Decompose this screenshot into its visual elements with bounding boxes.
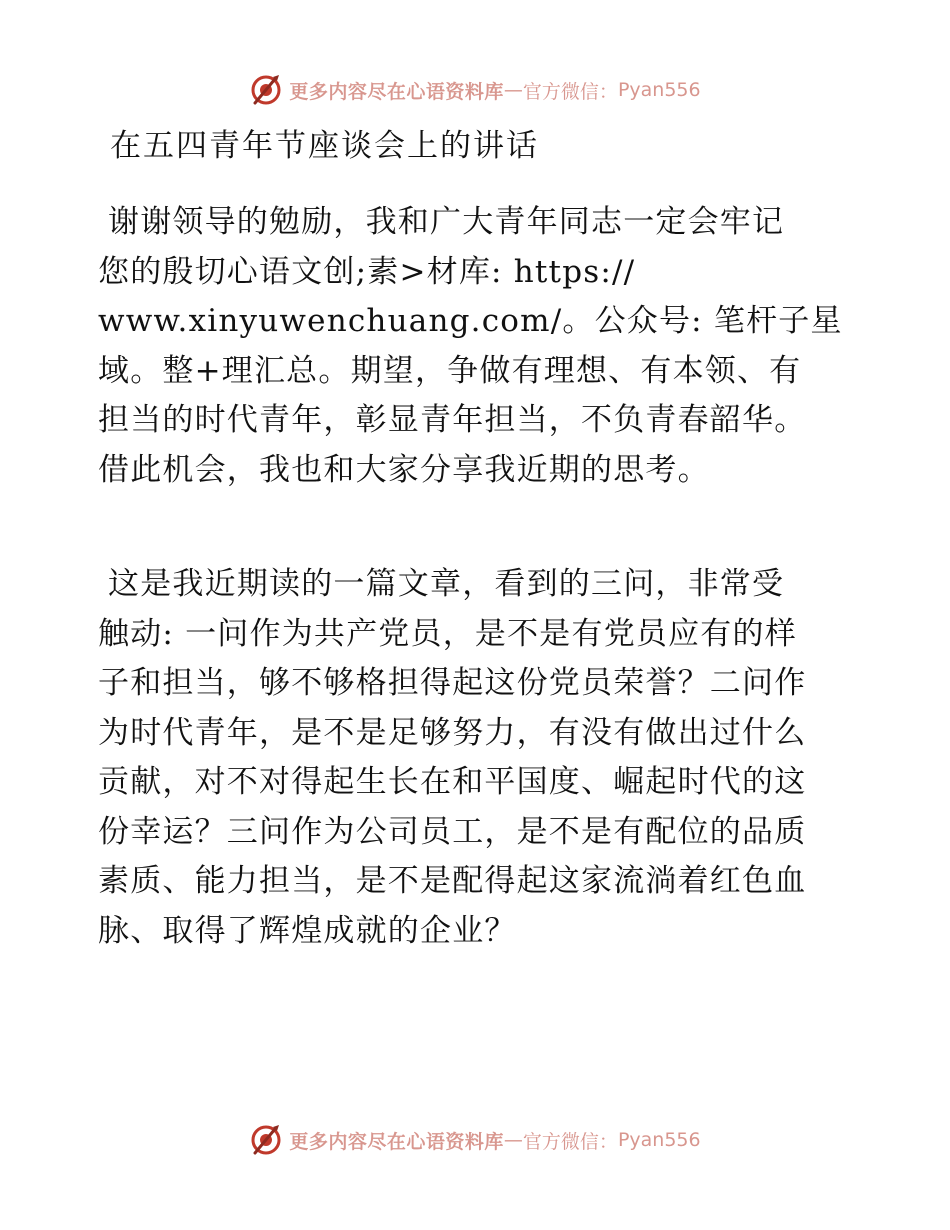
paragraph-line: 贡献，对不对得起生长在和平国度、崛起时代的这	[98, 764, 807, 800]
paragraph-line: 谢谢领导的勉励，我和广大青年同志一定会牢记	[108, 204, 785, 240]
paragraph-line: 子和担当，够不够格担得起这份党员荣誉？二问作	[98, 665, 807, 701]
document-title: 在五四青年节座谈会上的讲话	[110, 128, 539, 164]
footer-brand-text: 更多内容尽在心语资料库	[289, 1130, 504, 1153]
paragraph-1	[98, 198, 858, 495]
paragraph-line: 份幸运？三问作为公司员工，是不是有配位的品质	[98, 813, 807, 850]
paragraph-line: www.xinyuwenchuang.com/。公众号: 笔杆子星	[98, 303, 843, 339]
header-dash: —	[503, 79, 523, 101]
paragraph-line: 素质、能力担当，是不是配得起这家流淌着红色血	[98, 863, 807, 899]
paragraph-line: 您的殷切心语文创;素>材库: https://	[98, 253, 636, 290]
paragraph-line: 为时代青年，是不是足够努力，有没有做出过什么	[98, 714, 807, 751]
paragraph-line: 脉、取得了辉煌成就的企业？	[98, 912, 517, 949]
footer-wechat-label: 官方微信：	[522, 1130, 618, 1153]
paragraph-line: 担当的时代青年，彰显青年担当，不负青春韶华。	[98, 402, 807, 438]
paragraph-2	[98, 560, 858, 956]
brush-logo-icon	[249, 1123, 283, 1157]
header-watermark	[0, 70, 950, 110]
paragraph-line: 借此机会，我也和大家分享我近期的思考。	[98, 451, 710, 488]
header-wechat-id: Pyan556	[617, 79, 701, 101]
brush-logo-icon	[249, 73, 283, 107]
footer-watermark	[0, 1120, 950, 1160]
header-wechat-label: 官方微信：	[522, 80, 618, 103]
paragraph-line: 这是我近期读的一篇文章，看到的三问，非常受	[108, 566, 785, 602]
header-brand-text: 更多内容尽在心语资料库	[289, 80, 504, 103]
footer-wechat-id: Pyan556	[617, 1129, 701, 1151]
footer-dash: —	[503, 1129, 523, 1151]
paragraph-line: 域。整+理汇总。期望，争做有理想、有本领、有	[98, 352, 802, 389]
paragraph-line: 触动: 一问作为共产党员，是不是有党员应有的样	[98, 615, 797, 652]
